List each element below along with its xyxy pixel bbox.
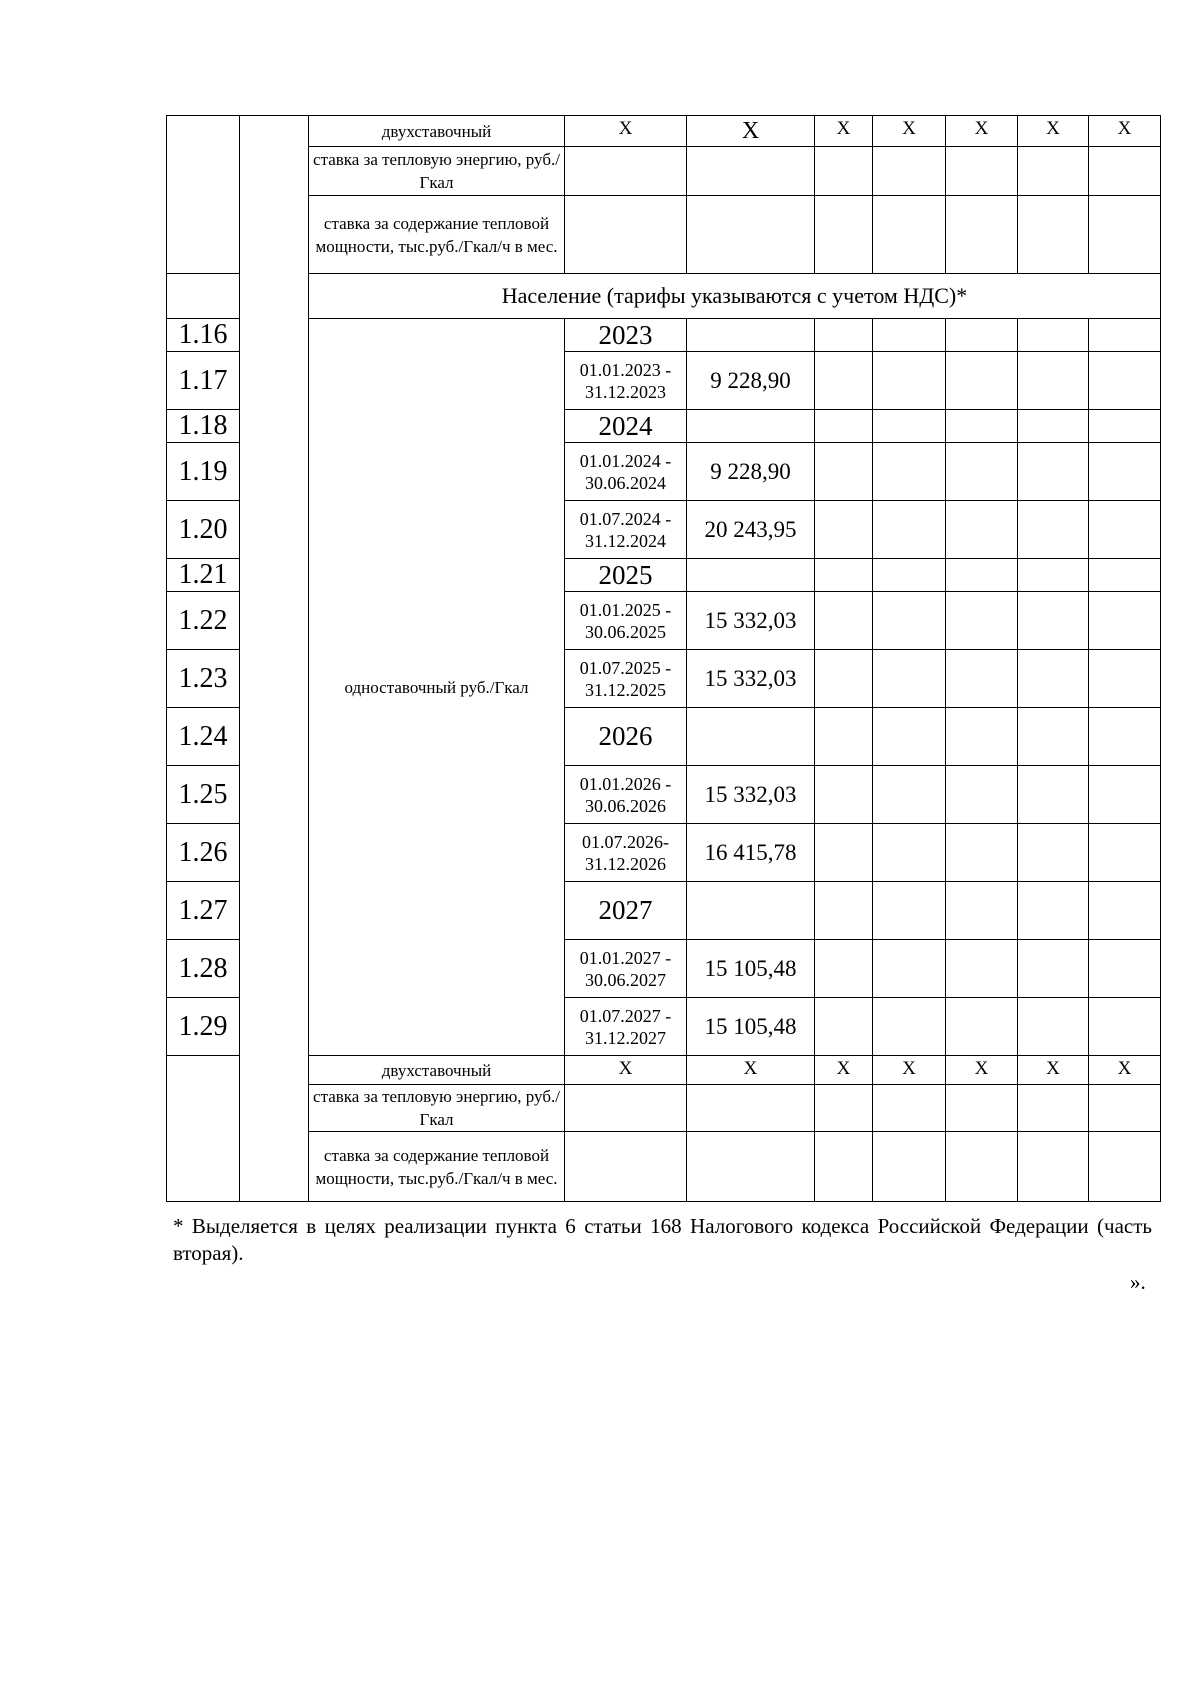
empty-cell	[815, 650, 873, 708]
empty-cell	[1089, 1085, 1161, 1132]
empty-cell	[1089, 410, 1161, 443]
empty-cell	[1089, 940, 1161, 998]
row-number: 1.19	[167, 443, 240, 501]
closing-quote: ».	[1130, 1270, 1146, 1294]
empty-cell	[565, 1132, 687, 1202]
empty-cell	[946, 766, 1018, 824]
row-number: 1.29	[167, 998, 240, 1056]
tariff-value: 9 228,90	[687, 352, 815, 410]
empty-cell	[946, 559, 1018, 592]
empty-cell	[1089, 708, 1161, 766]
x-mark: X	[946, 116, 1018, 147]
period-cell: 01.01.2023 - 31.12.2023	[565, 352, 687, 410]
empty-cell	[873, 410, 946, 443]
empty-cell	[815, 1085, 873, 1132]
two-part-label: двухставочный	[309, 116, 565, 147]
empty-cell	[946, 1085, 1018, 1132]
empty-cell	[873, 501, 946, 559]
empty-cell	[1018, 319, 1089, 352]
row-number: 1.20	[167, 501, 240, 559]
period-cell: 01.01.2024 - 30.06.2024	[565, 443, 687, 501]
empty-cell	[815, 998, 873, 1056]
empty-cell	[1089, 501, 1161, 559]
empty-cell	[815, 319, 873, 352]
empty-cell	[815, 882, 873, 940]
empty-cell	[1018, 882, 1089, 940]
x-mark: X	[1089, 116, 1161, 147]
empty-cell	[873, 319, 946, 352]
empty-cell	[946, 940, 1018, 998]
empty-cell	[946, 319, 1018, 352]
empty-cell	[946, 410, 1018, 443]
empty-cell	[1089, 352, 1161, 410]
x-mark: X	[565, 116, 687, 147]
year-label: 2027	[565, 882, 687, 940]
tariff-value: 15 105,48	[687, 998, 815, 1056]
empty-cell	[946, 650, 1018, 708]
empty-cell	[815, 443, 873, 501]
empty-cell	[687, 319, 815, 352]
energy-rate-label: ставка за тепловую энергию, руб./Гкал	[309, 147, 565, 196]
one-part-label: одноставочный руб./Гкал	[309, 319, 565, 1056]
x-mark: X	[873, 1056, 946, 1085]
empty-cell	[815, 766, 873, 824]
row-number: 1.18	[167, 410, 240, 443]
x-mark: X	[1018, 116, 1089, 147]
empty-cell	[1018, 998, 1089, 1056]
empty-cell	[1018, 766, 1089, 824]
empty-cell	[687, 1132, 815, 1202]
row-number-cell	[167, 116, 240, 274]
period-cell: 01.01.2025 - 30.06.2025	[565, 592, 687, 650]
population-header: Население (тарифы указываются с учетом НДС)*	[309, 274, 1161, 319]
empty-cell	[873, 1132, 946, 1202]
empty-cell	[1018, 501, 1089, 559]
empty-cell	[946, 708, 1018, 766]
empty-cell	[815, 708, 873, 766]
x-mark: X	[565, 1056, 687, 1085]
empty-cell	[815, 940, 873, 998]
empty-cell	[1018, 1132, 1089, 1202]
tariff-value: 16 415,78	[687, 824, 815, 882]
empty-cell	[873, 824, 946, 882]
tariff-value: 15 105,48	[687, 940, 815, 998]
year-label: 2026	[565, 708, 687, 766]
tariff-value: 9 228,90	[687, 443, 815, 501]
empty-cell	[946, 1132, 1018, 1202]
capacity-rate-label: ставка за содержание тепловой мощности, тыс.руб./Гкал/ч в мес.	[309, 196, 565, 274]
empty-cell	[946, 501, 1018, 559]
empty-cell	[687, 559, 815, 592]
empty-cell	[1089, 443, 1161, 501]
tariff-row	[167, 319, 1161, 352]
empty-cell	[873, 559, 946, 592]
empty-cell	[873, 766, 946, 824]
tariff-value: 15 332,03	[687, 766, 815, 824]
x-mark: X	[873, 116, 946, 147]
empty-cell	[946, 592, 1018, 650]
tariff-table	[166, 115, 1161, 1202]
empty-cell	[873, 708, 946, 766]
row-number: 1.23	[167, 650, 240, 708]
year-label: 2023	[565, 319, 687, 352]
x-mark: X	[946, 1056, 1018, 1085]
empty-cell	[1089, 319, 1161, 352]
row-number-cell	[167, 274, 240, 319]
empty-cell	[946, 998, 1018, 1056]
empty-cell	[946, 824, 1018, 882]
empty-cell	[873, 940, 946, 998]
tariff-value: 15 332,03	[687, 592, 815, 650]
row-number: 1.22	[167, 592, 240, 650]
empty-cell	[815, 1132, 873, 1202]
empty-cell	[946, 352, 1018, 410]
row-number: 1.25	[167, 766, 240, 824]
empty-cell	[1018, 410, 1089, 443]
empty-cell	[1089, 1132, 1161, 1202]
empty-cell	[1018, 592, 1089, 650]
period-cell: 01.07.2025 - 31.12.2025	[565, 650, 687, 708]
row-number: 1.21	[167, 559, 240, 592]
period-cell: 01.07.2024 - 31.12.2024	[565, 501, 687, 559]
empty-cell	[1018, 1085, 1089, 1132]
empty-cell	[1018, 443, 1089, 501]
x-mark: X	[1018, 1056, 1089, 1085]
row-number: 1.16	[167, 319, 240, 352]
empty-cell	[1018, 940, 1089, 998]
empty-cell	[1018, 708, 1089, 766]
row-number: 1.17	[167, 352, 240, 410]
empty-cell	[1089, 998, 1161, 1056]
empty-cell	[873, 882, 946, 940]
period-cell: 01.07.2027 - 31.12.2027	[565, 998, 687, 1056]
energy-rate-label: ставка за тепловую энергию, руб./Гкал	[309, 1085, 565, 1132]
year-label: 2024	[565, 410, 687, 443]
empty-cell	[1018, 559, 1089, 592]
two-part-label: двухставочный	[309, 1056, 565, 1085]
footnote: * Выделяется в целях реализации пункта 6 статьи 168 Налогового кодекса Российской Федерации (часть вторая).	[173, 1214, 1152, 1265]
capacity-rate-label: ставка за содержание тепловой мощности, тыс.руб./Гкал/ч в мес.	[309, 1132, 565, 1202]
empty-cell	[687, 1085, 815, 1132]
empty-cell	[1089, 766, 1161, 824]
empty-cell	[565, 1085, 687, 1132]
row-number: 1.27	[167, 882, 240, 940]
x-mark: X	[687, 116, 815, 147]
empty-cell	[687, 882, 815, 940]
empty-cell	[815, 501, 873, 559]
empty-cell	[873, 352, 946, 410]
row-number-cell	[167, 1056, 240, 1202]
empty-cell	[946, 443, 1018, 501]
empty-cell	[946, 882, 1018, 940]
tariff-value: 20 243,95	[687, 501, 815, 559]
empty-cell	[815, 559, 873, 592]
empty-cell	[815, 410, 873, 443]
empty-cell	[1018, 824, 1089, 882]
empty-cell	[873, 443, 946, 501]
row-number: 1.28	[167, 940, 240, 998]
empty-cell	[815, 824, 873, 882]
row-number: 1.26	[167, 824, 240, 882]
period-cell: 01.01.2026 - 30.06.2026	[565, 766, 687, 824]
x-mark: X	[815, 116, 873, 147]
empty-cell	[1089, 559, 1161, 592]
row-number: 1.24	[167, 708, 240, 766]
group-cell	[240, 116, 309, 1202]
empty-cell	[873, 592, 946, 650]
empty-cell	[1089, 650, 1161, 708]
period-cell: 01.07.2026- 31.12.2026	[565, 824, 687, 882]
x-mark: X	[815, 1056, 873, 1085]
tariff-value: 15 332,03	[687, 650, 815, 708]
empty-cell	[687, 708, 815, 766]
empty-cell	[1089, 824, 1161, 882]
empty-cell	[1089, 592, 1161, 650]
year-label: 2025	[565, 559, 687, 592]
empty-cell	[873, 998, 946, 1056]
period-cell: 01.01.2027 - 30.06.2027	[565, 940, 687, 998]
empty-cell	[1018, 352, 1089, 410]
empty-cell	[1089, 882, 1161, 940]
empty-cell	[873, 650, 946, 708]
empty-cell	[1018, 650, 1089, 708]
empty-cell	[873, 1085, 946, 1132]
empty-cell	[815, 592, 873, 650]
x-mark: X	[1089, 1056, 1161, 1085]
empty-cell	[687, 410, 815, 443]
empty-cell	[815, 352, 873, 410]
x-mark: X	[687, 1056, 815, 1085]
